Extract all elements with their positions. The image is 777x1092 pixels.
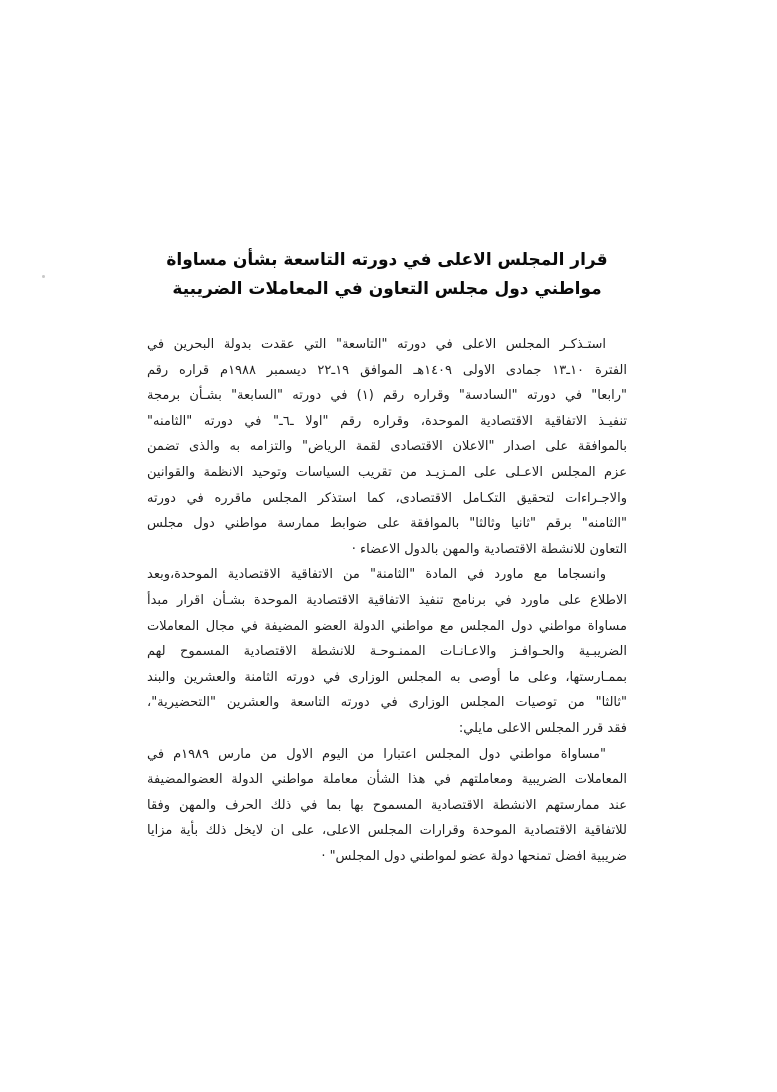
body-line: "الثامنه" برقم "ثانيا وثالثا" بالموافقة على ضوابط ممارسة مواطني دول مجلس bbox=[147, 516, 627, 532]
decision-title-line-2: مواطني دول مجلس التعاون في المعاملات الضريبية bbox=[172, 279, 602, 299]
body-line: فقد قرر المجلس الاعلى مايلي: bbox=[458, 720, 627, 736]
body-line: ضريبية افضل تمنحها دولة عضو لمواطني دول المجلس" · bbox=[321, 848, 627, 864]
body-line: مساواة مواطني دول المجلس مع مواطني الدولة العضو المضيفة في مجال المعاملات bbox=[147, 618, 627, 634]
body-line: بممـارستها، وعلى ما أوصى به المجلس الوزارى في دورته الثامنة والعشرين والبند bbox=[147, 669, 627, 685]
body-line: "رابعا" في دورته "السادسة" وقراره رقم (١) في دورته "السابعة" بشـأن برمجة bbox=[147, 388, 627, 404]
body-line: وانسجاما مع ماورد في المادة "الثامنة" من الاتفاقية الاقتصادية الموحدة،وبعد bbox=[147, 567, 606, 583]
body-line: "ثالثا" من توصيات المجلس الوزارى في دورته التاسعة والعشرين "التحضيرية"، bbox=[147, 695, 627, 711]
body-line: الضريبـية والحـوافـز والاعـانـات الممنـوحـة للانشطة الاقتصادية المسموح لهم bbox=[147, 644, 627, 660]
body-line: تنفيـذ الاتفاقية الاقتصادية الموحدة، وقراره رقم "اولا ـ٦ـ" في دورته "الثامنه" bbox=[147, 413, 627, 429]
body-line: الاطلاع على ماورد في برنامج تنفيذ الاتفاقية الاقتصادية الموحدة بشـأن اقرار مبدأ bbox=[147, 592, 627, 608]
body-line: عند ممارستهم الانشطة الاقتصادية المسموح بها بما في ذلك الحرف والمهن وفقا bbox=[147, 797, 627, 813]
body-line: بالموافقة على اصدار "الاعلان الاقتصادى لقمة الرياض" والتزامه به والذى تضمن bbox=[147, 439, 627, 455]
body-line: للاتفاقية الاقتصادية الموحدة وقرارات المجلس الاعلى، على ان لايخل ذلك بأية مزايا bbox=[147, 823, 627, 839]
decision-body bbox=[147, 332, 627, 869]
paper-speck bbox=[42, 275, 45, 278]
body-line: والاجـراءات لتحقيق التكـامل الاقتصادى، كما استذكر المجلس ماقرره في دورته bbox=[147, 490, 627, 506]
body-line: التعاون للانشطة الاقتصادية والمهن بالدول الاعضاء · bbox=[351, 541, 627, 557]
decision-title bbox=[147, 246, 627, 304]
body-line: استـذكـر المجلس الاعلى في دورته "التاسعة" التي عقدت بدولة البحرين في bbox=[147, 337, 606, 352]
body-line: المعاملات الضريبية ومعاملتهم في هذا الشأن معاملة مواطني الدولة العضوالمضيفة bbox=[147, 772, 627, 788]
body-line: عزم المجلس الاعـلى على المـزيـد من تقريب السياسات وتوحيد الانظمة والقوانين bbox=[147, 464, 627, 480]
body-line: الفترة ١٠ـ١٣ جمادى الاولى ١٤٠٩هـ الموافق ١٩ـ٢٢ ديسمبر ١٩٨٨م قراره رقم bbox=[147, 362, 627, 378]
decision-title-line-1: قرار المجلس الاعلى في دورته التاسعة بشأن مساواة bbox=[166, 250, 608, 270]
body-line: "مساواة مواطني دول المجلس اعتبارا من اليوم الاول من مارس ١٩٨٩م في bbox=[147, 746, 606, 762]
